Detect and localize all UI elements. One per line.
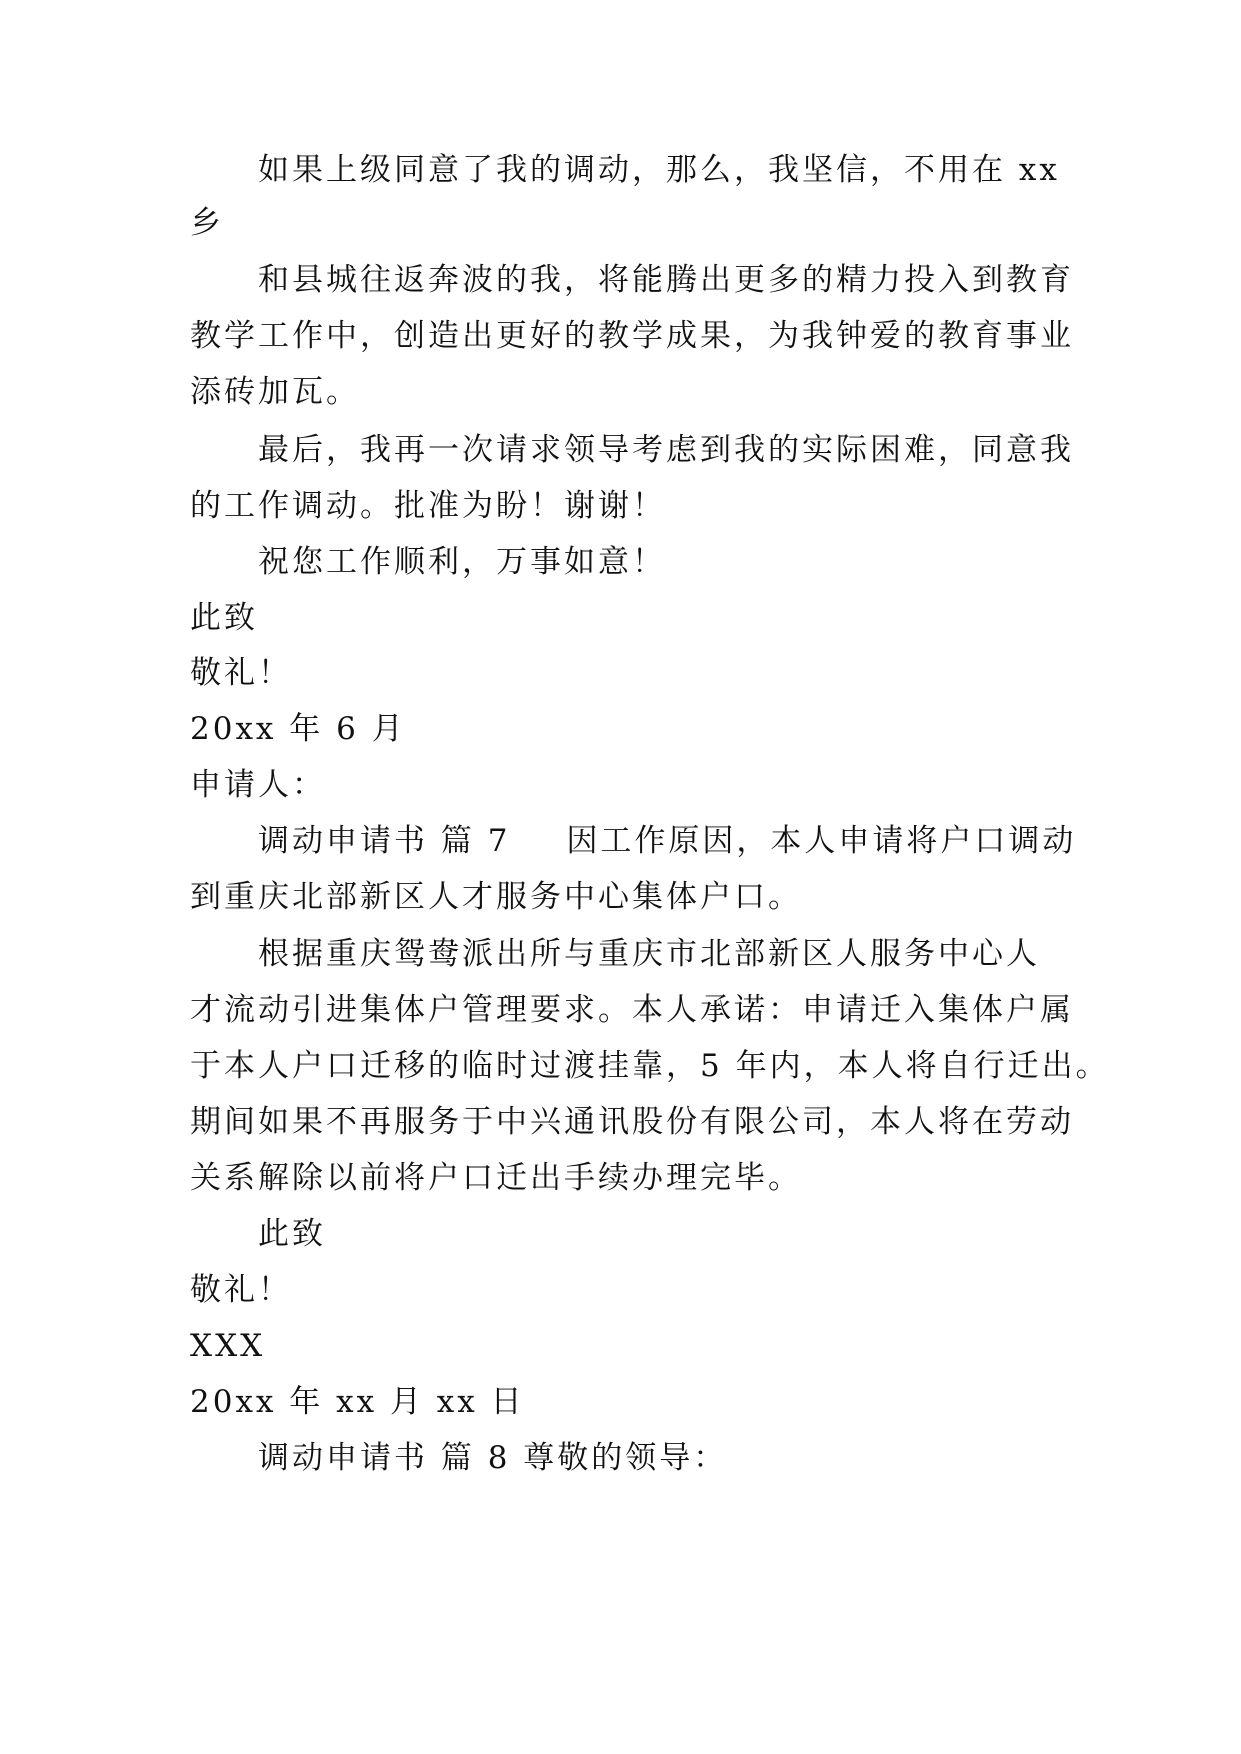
paragraph-line: 如果上级同意了我的调动，那么，我坚信，不用在 xx	[258, 152, 1060, 188]
paragraph-text: 因工作原因，本人申请将户口调动	[566, 823, 1077, 859]
date-line: 20xx 年 xx 月 xx 日	[190, 1384, 525, 1420]
section-heading-line	[258, 821, 1076, 861]
paragraph-line: 祝您工作顺利，万事如意！	[258, 544, 666, 580]
section-heading: 调动申请书 篇 7	[258, 823, 511, 859]
salutation-line: 敬礼！	[190, 655, 292, 691]
paragraph-line: 的工作调动。批准为盼！谢谢！	[190, 488, 666, 524]
paragraph-line: 最后，我再一次请求领导考虑到我的实际困难，同意我	[258, 432, 1074, 468]
date-line: 20xx 年 6 月	[190, 711, 406, 747]
signature-line: XXX	[190, 1328, 266, 1364]
paragraph-line: 根据重庆鸳鸯派出所与重庆市北部新区人服务中心人	[258, 936, 1040, 972]
paragraph-line: 才流动引进集体户管理要求。本人承诺：申请迁入集体户属	[190, 992, 1074, 1028]
paragraph-line: 教学工作中，创造出更好的教学成果，为我钟爱的教育事业	[190, 318, 1074, 354]
salutation-line: 敬礼！	[190, 1272, 292, 1308]
section-heading-line: 调动申请书 篇 8 尊敬的领导：	[258, 1440, 728, 1476]
paragraph-line: 和县城往返奔波的我，将能腾出更多的精力投入到教育	[258, 262, 1074, 298]
closing-line: 此致	[258, 1216, 326, 1252]
applicant-line: 申请人：	[190, 767, 326, 803]
paragraph-line: 乡	[190, 205, 224, 241]
paragraph-line: 添砖加瓦。	[190, 374, 360, 410]
paragraph-line: 期间如果不再服务于中兴通讯股份有限公司，本人将在劳动	[190, 1104, 1074, 1140]
paragraph-line: 到重庆北部新区人才服务中心集体户口。	[190, 879, 802, 915]
paragraph-line: 关系解除以前将户口迁出手续办理完毕。	[190, 1160, 802, 1196]
paragraph-line: 于本人户口迁移的临时过渡挂靠，5 年内，本人将自行迁出。	[190, 1048, 1110, 1084]
closing-line: 此致	[190, 600, 258, 636]
